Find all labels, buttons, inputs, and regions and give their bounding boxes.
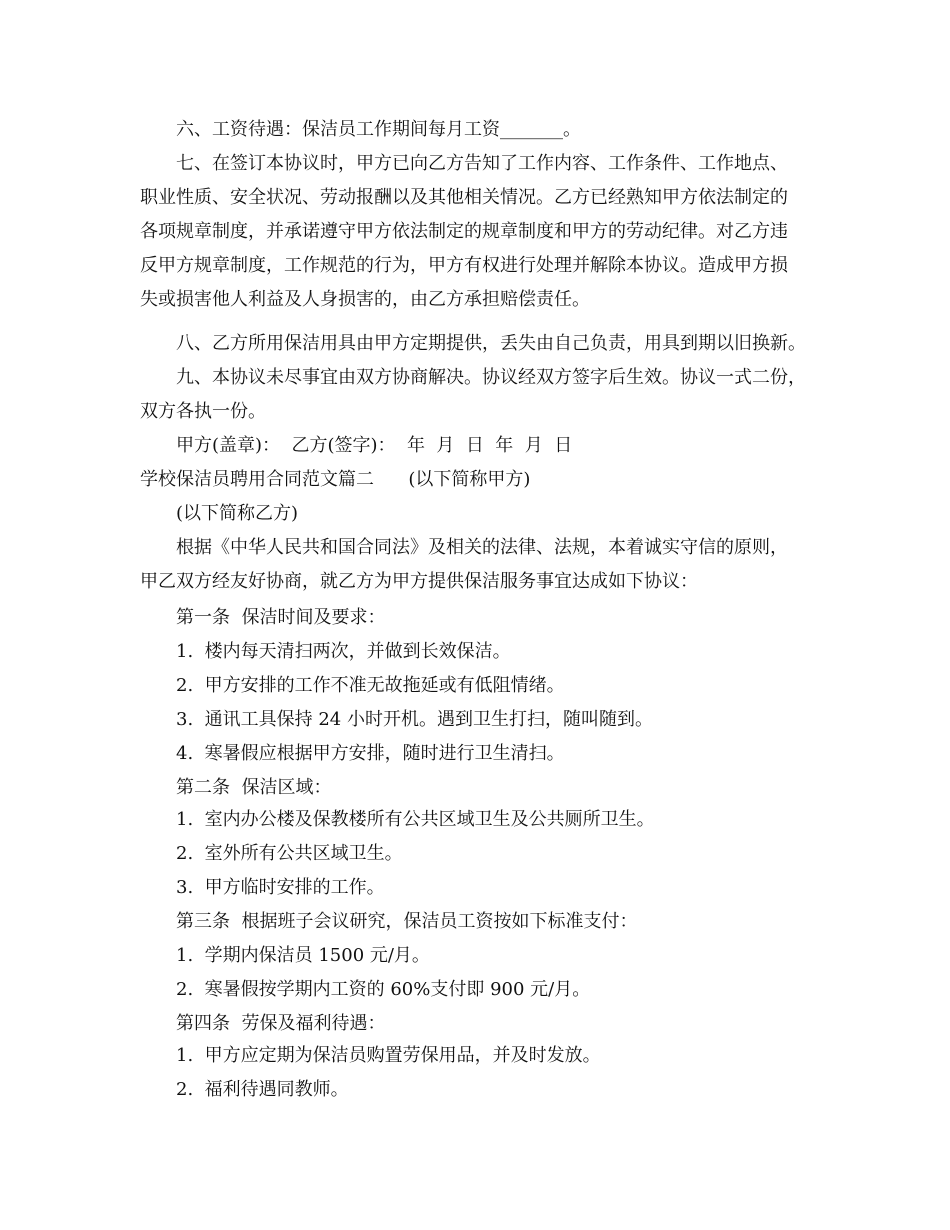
paragraph-clause-9-line-2: 双方各执一份。 [140,401,266,422]
article-1-item-4: 4. 寒暑假应根据甲方安排，随时进行卫生清扫。 [176,743,565,764]
article-4-item-2: 2. 福利待遇同教师。 [176,1079,349,1100]
party-b-note: (以下简称乙方) [176,503,299,524]
article-2-heading: 第二条 保洁区域： [176,777,332,798]
paragraph-clause-7-line-4: 反甲方规章制度，工作规范的行为，甲方有权进行处理并解除本协议。造成甲方损 [140,255,788,276]
article-2-item-3: 3. 甲方临时安排的工作。 [176,877,385,898]
paragraph-clause-7-line-3: 各项规章制度，并承诺遵守甲方依法制定的规章制度和甲方的劳动纪律。对乙方违 [140,221,788,242]
paragraph-preamble-line-1: 根据《中华人民共和国合同法》及相关的法律、法规，本着诚实守信的原则， [176,537,788,558]
paragraph-clause-9-line-1: 九、本协议未尽事宜由双方协商解决。协议经双方签字后生效。协议一式二份， [176,367,806,388]
signature-line: 甲方(盖章)： 乙方(签字)： 年 月 日 年 月 日 [176,435,573,456]
article-1-item-1: 1. 楼内每天清扫两次，并做到长效保洁。 [176,641,511,662]
article-1-heading: 第一条 保洁时间及要求： [176,607,386,628]
article-1-item-2: 2. 甲方安排的工作不准无故拖延或有低阻情绪。 [176,675,565,696]
paragraph-clause-7-line-2: 职业性质、安全状况、劳动报酬以及其他相关情况。乙方已经熟知甲方依法制定的 [140,187,788,208]
article-1-item-3: 3. 通讯工具保持 24 小时开机。遇到卫生打扫，随叫随到。 [176,709,653,730]
article-3-item-1: 1. 学期内保洁员 1500 元/月。 [176,945,430,966]
article-3-item-2: 2. 寒暑假按学期内工资的 60%支付即 900 元/月。 [176,979,591,1000]
section-title-part-two: 学校保洁员聘用合同范文篇二 (以下简称甲方) [140,469,531,490]
paragraph-wage: 六、工资待遇：保洁员工作期间每月工资_______。 [176,119,581,140]
paragraph-clause-7-line-1: 七、在签订本协议时，甲方已向乙方告知了工作内容、工作条件、工作地点、 [176,153,788,174]
article-2-item-2: 2. 室外所有公共区域卫生。 [176,843,403,864]
article-4-item-1: 1. 甲方应定期为保洁员购置劳保用品，并及时发放。 [176,1045,601,1066]
paragraph-clause-8: 八、乙方所用保洁用具由甲方定期提供，丢失由自己负责，用具到期以旧换新。 [176,333,806,354]
paragraph-preamble-line-2: 甲乙双方经友好协商，就乙方为甲方提供保洁服务事宜达成如下协议： [140,571,698,592]
article-2-item-1: 1. 室内办公楼及保教楼所有公共区域卫生及公共厕所卫生。 [176,809,655,830]
paragraph-clause-7-line-5: 失或损害他人利益及人身损害的，由乙方承担赔偿责任。 [140,289,590,310]
article-4-heading: 第四条 劳保及福利待遇： [176,1013,386,1034]
article-3-heading: 第三条 根据班子会议研究，保洁员工资按如下标准支付： [176,911,638,932]
